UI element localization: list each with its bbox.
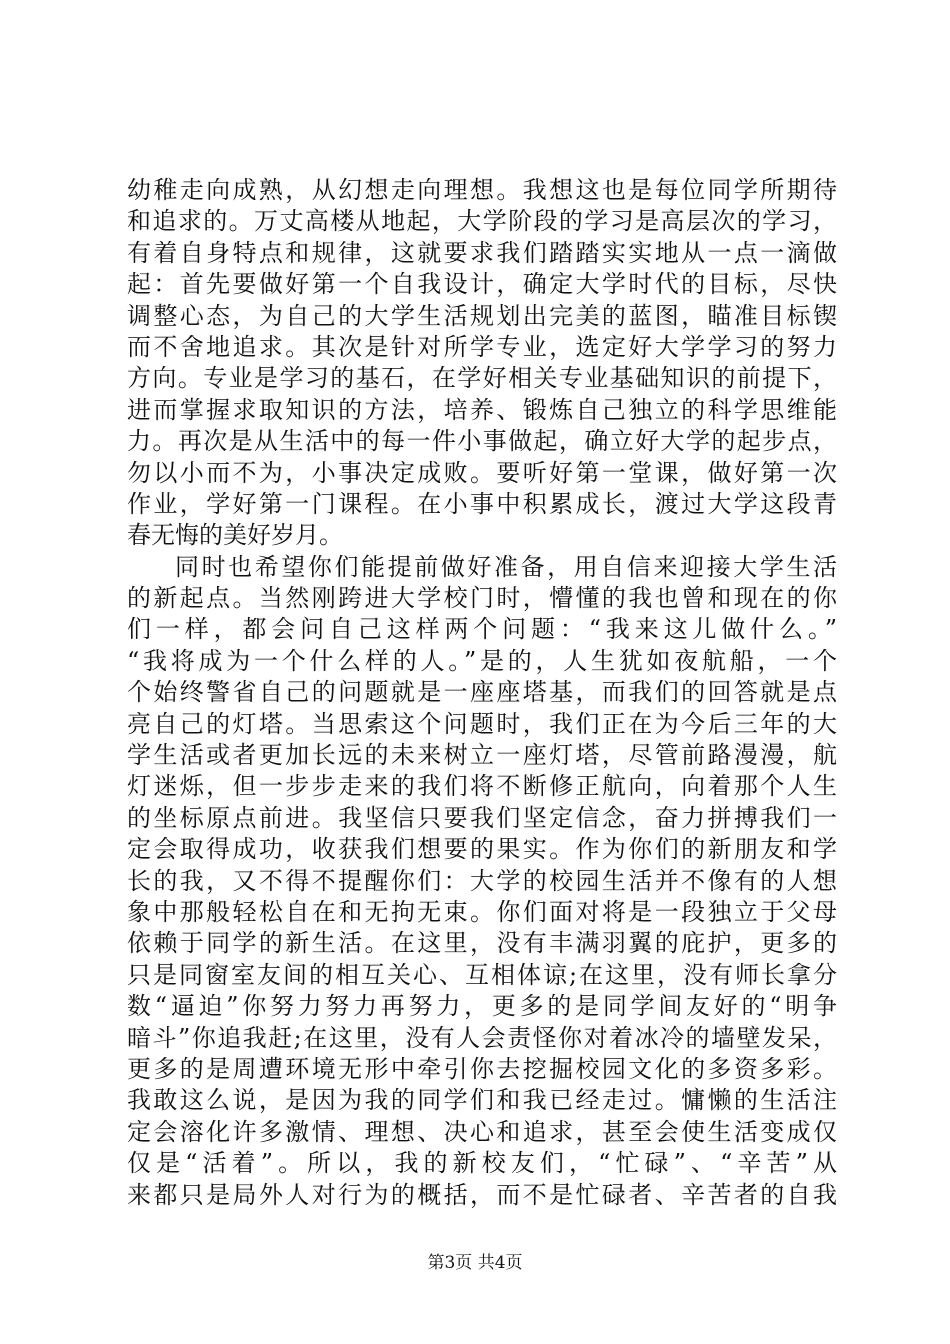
text-line: 学生活或者更加长远的未来树立一座灯塔，尽管前路漫漫，航 [127,741,837,770]
text-line: 我敢这么说，是因为我的同学们和我已经走过。慵懒的生活注 [127,1086,837,1115]
text-line: 数“逼迫”你努力努力再努力，更多的是同学间友好的“明争 [127,992,837,1021]
text-line: 和追求的。万丈高楼从地起，大学阶段的学习是高层次的学习， [127,207,837,236]
text-line: 调整心态，为自己的大学生活规划出完美的蓝图，瞄准目标锲 [127,301,837,330]
text-line: 力。再次是从生活中的每一件小事做起，确立好大学的起步点， [127,427,837,456]
page-number-footer: 第3页 共4页 [427,1253,523,1273]
text-line: 个始终警省自己的问题就是一座座塔基，而我们的回答就是点 [127,678,837,707]
text-line: 仅是“活着”。所以，我的新校友们，“忙碌”、“辛苦”从 [127,1149,837,1178]
text-line: 进而掌握求取知识的方法，培养、锻炼自己独立的科学思维能 [127,395,837,424]
text-line: 勿以小而不为，小事决定成败。要听好第一堂课，做好第一次 [127,458,837,487]
text-line: 灯迷烁，但一步步走来的我们将不断修正航向，向着那个人生 [127,772,837,801]
text-line: 长的我，又不得不提醒你们：大学的校园生活并不像有的人想 [127,866,837,895]
text-line: 定会取得成功，收获我们想要的果实。作为你们的新朋友和学 [127,835,837,864]
text-line: 来都只是局外人对行为的概括，而不是忙碌者、辛苦者的自我 [127,1180,837,1209]
text-line: 们一样，都会问自己这样两个问题：“我来这儿做什么。” [127,615,837,644]
text-line: 的坐标原点前进。我坚信只要我们坚定信念，奋力拼搏我们一 [127,803,837,832]
text-line: 而不舍地追求。其次是针对所学专业，选定好大学学习的努力 [127,332,837,361]
body-text [127,175,837,1211]
text-line: “我将成为一个什么样的人。”是的，人生犹如夜航船，一个 [127,646,837,675]
text-line: 方向。专业是学习的基石，在学好相关专业基础知识的前提下， [127,364,837,393]
text-line: 依赖于同学的新生活。在这里，没有丰满羽翼的庇护，更多的 [127,929,837,958]
paragraph-1 [127,175,837,552]
text-line: 象中那般轻松自在和无拘无束。你们面对将是一段独立于父母 [127,897,837,926]
paragraph-2 [127,552,837,1211]
text-line: 同时也希望你们能提前做好准备，用自信来迎接大学生活 [175,552,837,581]
text-line: 定会溶化许多激情、理想、决心和追求，甚至会使生活变成仅 [127,1117,837,1146]
text-line: 起：首先要做好第一个自我设计，确定大学时代的目标，尽快 [127,270,837,299]
text-line: 作业，学好第一门课程。在小事中积累成长，渡过大学这段青 [127,489,837,518]
text-line: 的新起点。当然刚跨进大学校门时，懵懂的我也曾和现在的你 [127,584,837,613]
text-line: 只是同窗室友间的相互关心、互相体谅;在这里，没有师长拿分 [127,960,837,989]
text-line: 亮自己的灯塔。当思索这个问题时，我们正在为今后三年的大 [127,709,837,738]
text-line: 幼稚走向成熟，从幻想走向理想。我想这也是每位同学所期待 [127,176,837,204]
text-line: 暗斗”你追我赶;在这里，没有人会责怪你对着冰冷的墙壁发呆， [127,1023,837,1052]
text-line: 有着自身特点和规律，这就要求我们踏踏实实地从一点一滴做 [127,238,837,267]
text-line: 春无悔的美好岁月。 [127,521,343,550]
text-line: 更多的是周遭环境无形中牵引你去挖掘校园文化的多资多彩。 [127,1054,837,1083]
